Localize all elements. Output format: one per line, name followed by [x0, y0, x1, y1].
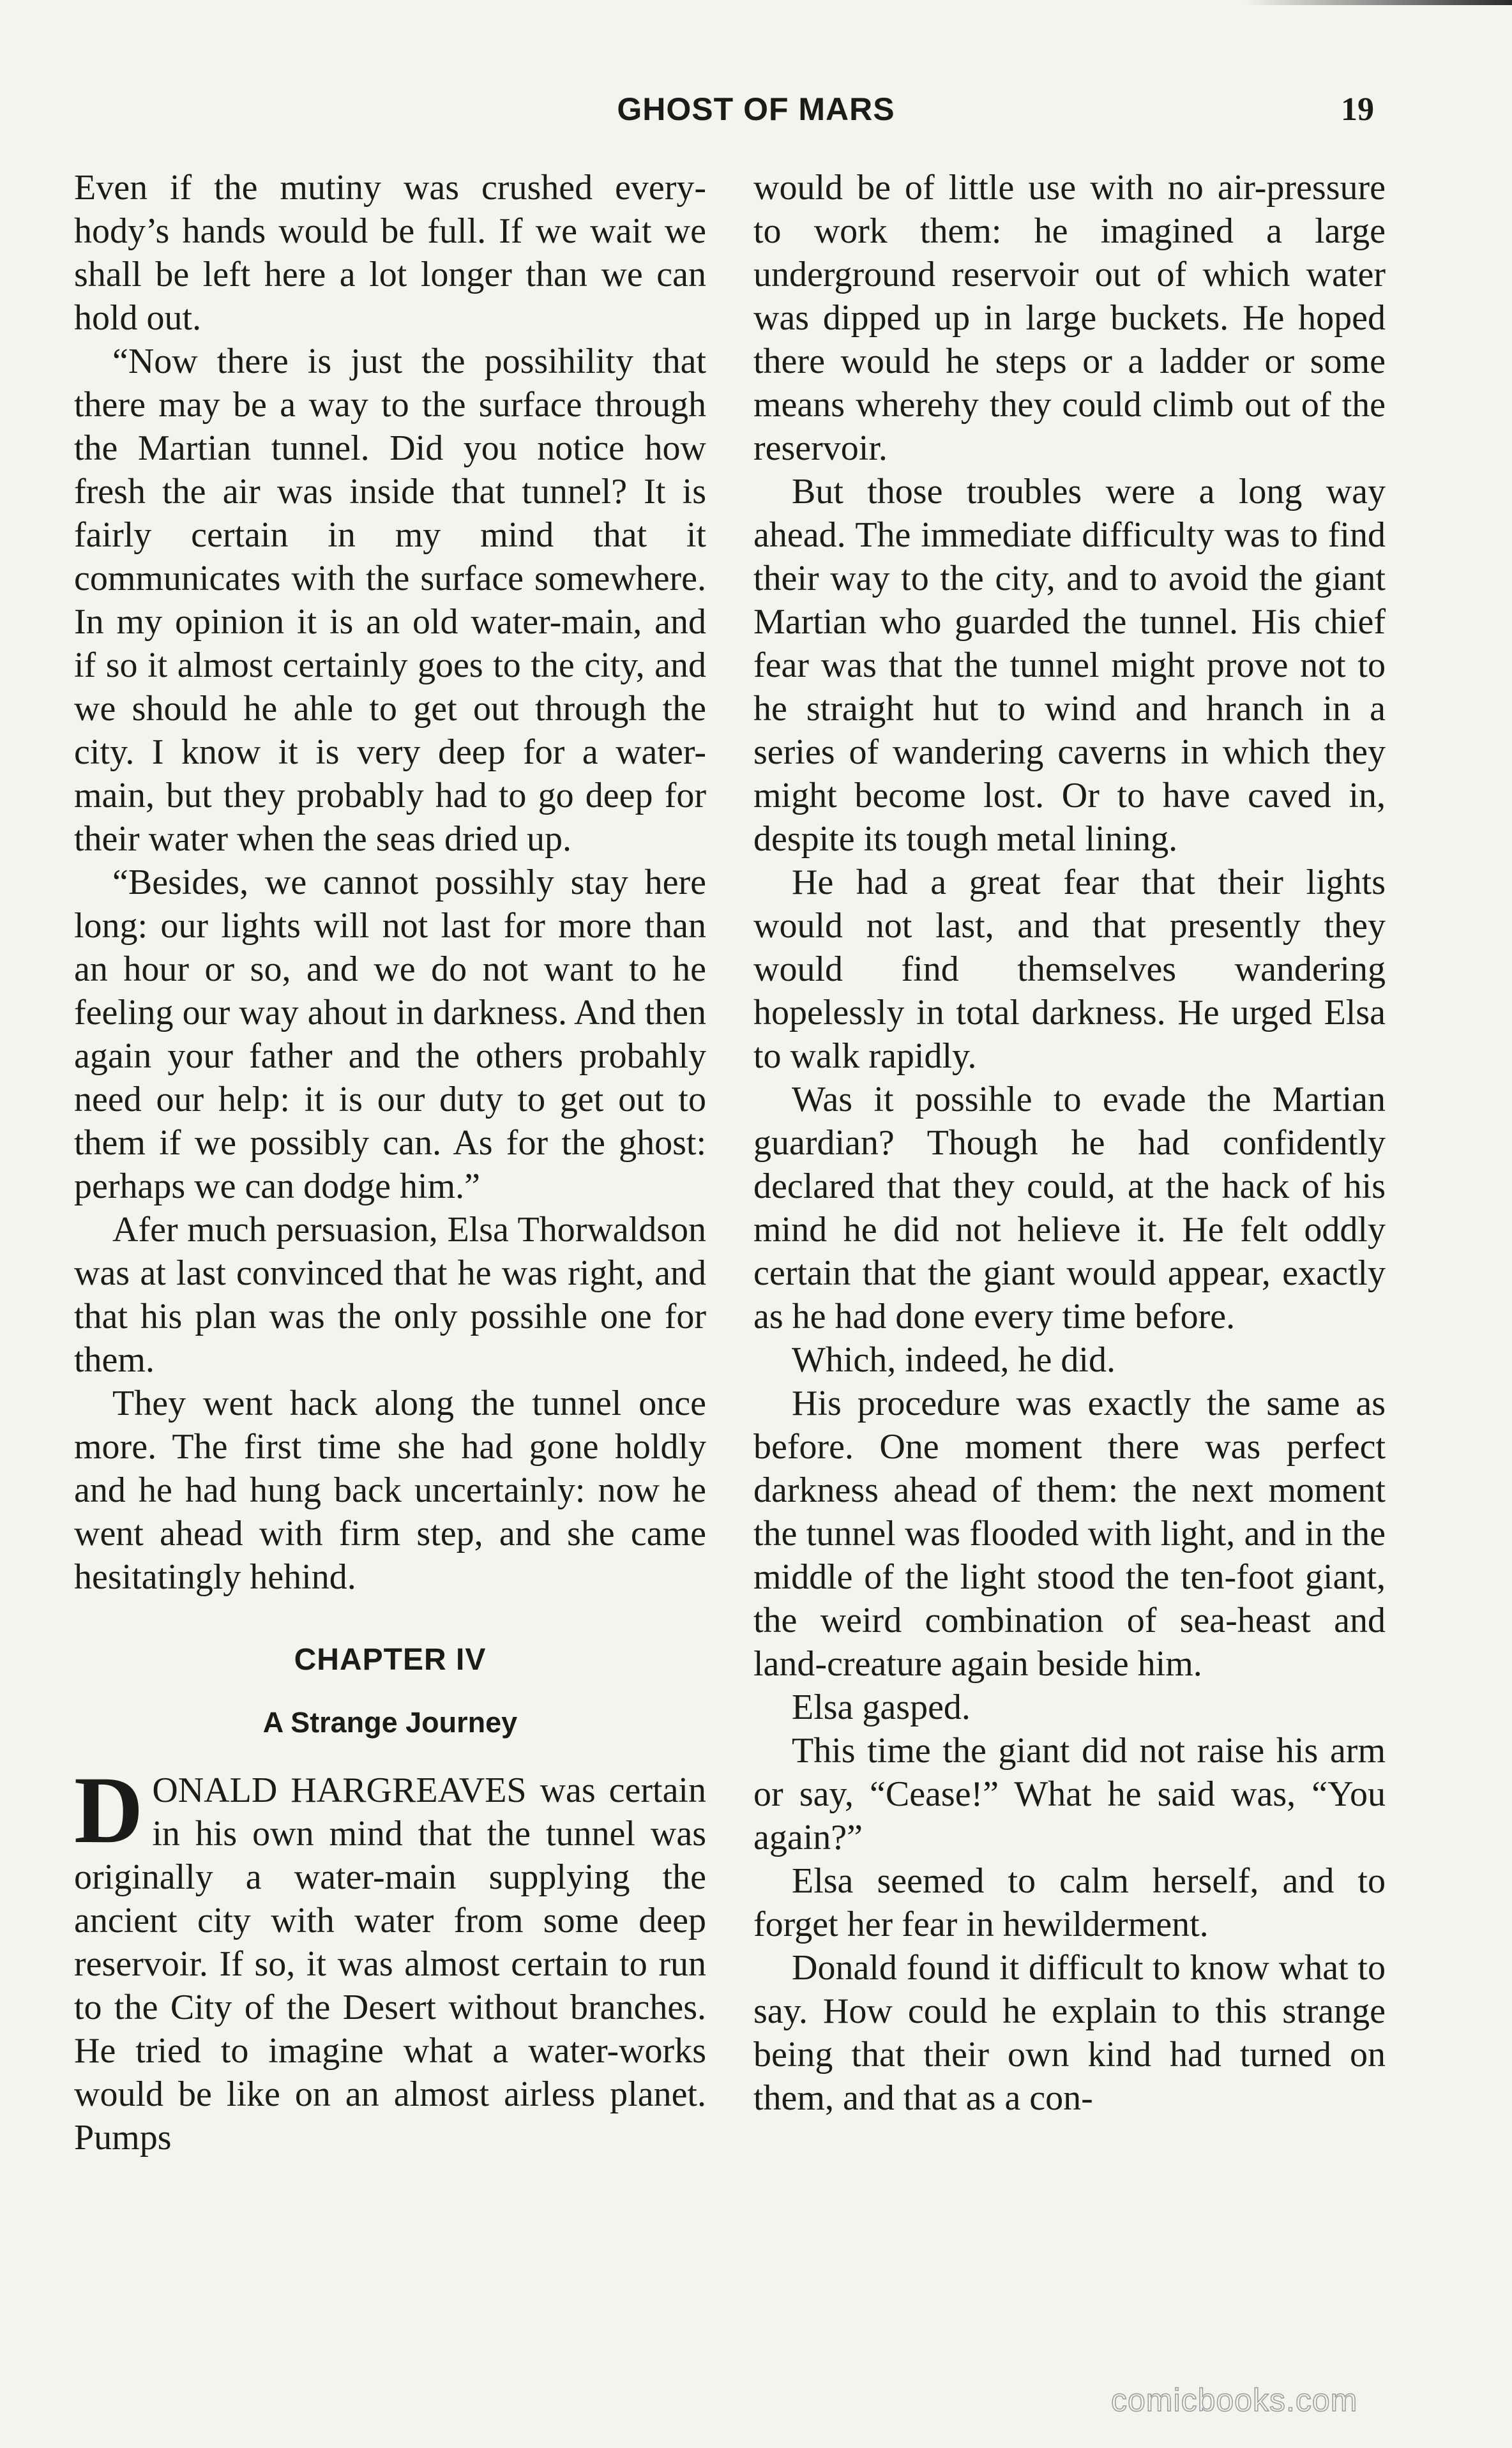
opening-small-caps: ONALD HARGREAVES [152, 1771, 527, 1810]
paragraph: “Besides, we cannot possihly stay here long: our lights will not last for more than an hour or so, and we do not want to he feeling our way ahout in darkness. And then again your father and the others probahly need our help: it is our duty to get out to them if we possibly can. As for the ghost: perhaps we can dodge him.” [74, 863, 706, 1206]
paragraph: This time the giant did not raise his arm or say, “Cease!” What he said was, “You again?” [753, 1731, 1386, 1857]
paragraph: “Now there is just the possihility that there may be a way to the surface through the Martian tunnel. Did you notice how fresh the air was inside that tunnel? It is fairly certain in my mind that it communicates with the surface somewhere. In my opinion it is an old water-main, and if so it almost certainly goes to the city, and we should he ahle to get out through the city. I know it is very deep for a water-main, but they probably had to go deep for their water when the seas dried up. [74, 342, 706, 859]
paragraph: Donald found it difficult to know what to say. How could he explain to this strange being that their own kind had turned on them, and that as a con- [753, 1948, 1386, 2118]
left-column [74, 166, 706, 2159]
paragraph: They went hack along the tunnel once more. The first time she had gone holdly and he had hung back uncertainly: now he went ahead with firm step, and she came hesitatingly hehind. [74, 1384, 706, 1597]
page-edge-shadow [1244, 0, 1512, 5]
paragraph: Was it possihle to evade the Martian guardian? Though he had confidently declared that they could, at the hack of his mind he did not helieve it. He felt oddly certain that the giant would appear, exactly as he had done every time before. [753, 1080, 1386, 1336]
drop-cap: D [74, 1757, 144, 1863]
chapter-heading: CHAPTER IV [294, 1643, 487, 1677]
paragraph: He had a great fear that their lights would not last, and that presently they would find themselves wandering hopelessly in total darkness. He urged Elsa to walk rapidly. [753, 863, 1386, 1076]
paragraph: Elsa seemed to calm herself, and to forget her fear in hewilderment. [753, 1861, 1386, 1944]
paragraph: But those troubles were a long way ahead. The immediate difficulty was to find their way to the city, and to avoid the giant Martian who guarded the tunnel. His chief fear was that the tunnel might prove not to he straight hut to wind and hranch in a series of wandering caverns in which they might become lost. Or to have caved in, despite its tough metal lining. [753, 472, 1386, 859]
paragraph: Afer much persuasion, Elsa Thorwaldson was at last convinced that he was right, and that his plan was the only possihle one for them. [74, 1210, 706, 1380]
chapter-opening-paragraph [74, 1757, 706, 2159]
running-header-title: GHOST OF MARS [617, 91, 895, 127]
chapter-subtitle: A Strange Journey [262, 1706, 518, 1739]
paragraph: would be of little use with no air-pressure to work them: he imagined a large underground reservoir out of which water was dipped up in large buckets. He hoped there would he steps or a ladder or some means wherehy they could climb out of the reservoir. [753, 168, 1386, 468]
paragraph: His procedure was exactly the same as before. One moment there was perfect darkness ahead of them: the next moment the tunnel was flooded with light, and in the middle of the light stood the ten-foot giant, the weird combination of sea-heast and land-creature again beside him. [753, 1384, 1386, 1684]
paragraph: Even if the mutiny was crushed every-hody’s hands would be full. If we wait we shall be left here a lot longer than we can hold out. [74, 168, 706, 338]
paragraph: Elsa gasped. [792, 1688, 971, 1727]
opening-text: was certain in his own mind that the tunnel was originally a water-main supplying the ancient city with water from some deep reservoir. If so, it was almost certain to run to the City of the Desert without branches. He tried to imagine what a water-works would be like on an almost airless planet. Pumps [74, 1771, 706, 2157]
paragraph: Which, indeed, he did. [792, 1340, 1115, 1380]
site-watermark: comicbooks.com [1111, 2382, 1358, 2418]
page-number: 19 [1341, 91, 1374, 128]
right-column [753, 166, 1386, 2120]
